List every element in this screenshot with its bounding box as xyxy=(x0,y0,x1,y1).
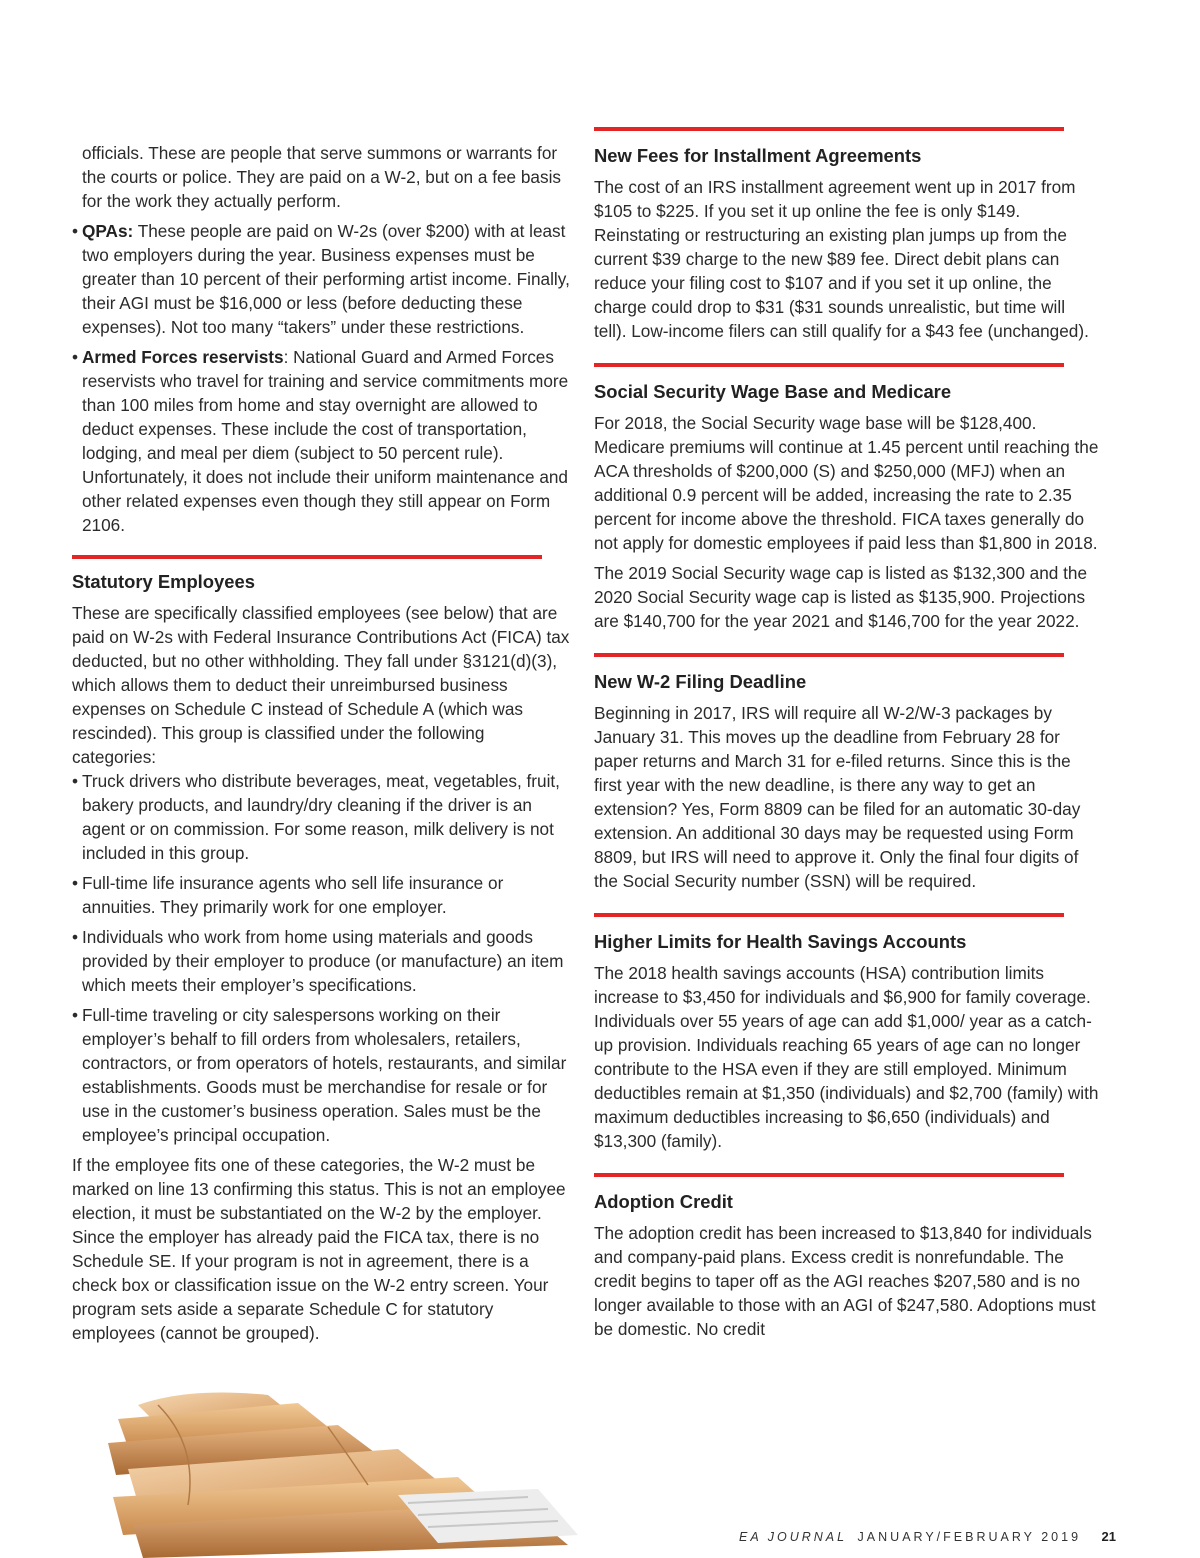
installment-heading: New Fees for Installment Agreements xyxy=(594,145,922,166)
section-divider xyxy=(594,127,1064,131)
section-divider xyxy=(594,913,1064,917)
page-number: 21 xyxy=(1101,1529,1116,1544)
page-footer xyxy=(739,1529,1116,1544)
right-column xyxy=(594,127,1100,1341)
ssa-paragraph-2: The 2019 Social Security wage cap is listed as $132,300 and the 2020 Social Security wage cap is listed as $135,900. Projections are $140,700 for the year 2021 and $146,700 for the year 2022. xyxy=(594,563,1088,631)
issue-date: JANUARY/FEBRUARY 2019 xyxy=(857,1530,1082,1544)
file-folders-image xyxy=(98,1385,588,1558)
w2-body: Beginning in 2017, IRS will require all W-2/W-3 packages by January 31. This moves up the deadline from February 28 for paper returns and March 31 for e-filed returns. Since this is the first year with the new deadline, is there any way to get an extension? Yes, Form 8809 can be filed for an automatic 30-day extension. An additional 30 days may be requested using Form 8809, but IRS will need to approve it. Only the final four digits of the Social Security number (SSN) will be required. xyxy=(594,703,1081,891)
armed-text: : National Guard and Armed Forces reservists who travel for training and service commitments more than 100 miles from home and stay overnight are allowed to deduct expenses. These include the cost of transportation, lodging, and meal per diem (subject to 50 percent rule). Unfortunately, it does not include their uniform maintenance and other related expenses even though they still appear on Form 2106. xyxy=(82,347,569,535)
adoption-heading: Adoption Credit xyxy=(594,1191,733,1212)
adoption-body: The adoption credit has been increased to $13,840 for individuals and company-paid plans. Excess credit is nonrefundable. The credit begins to taper off as the AGI reaches $207,580 and is no longer available to those with an AGI of $247,580. Adoptions must be domestic. No credit xyxy=(594,1223,1096,1339)
statutory-bullet: • Truck drivers who distribute beverages, meat, vegetables, fruit, bakery products, and laundry/dry cleaning if the driver is an agent or on commission. For some reason, milk delivery is not included in this group. xyxy=(72,769,572,865)
journal-name: EA JOURNAL xyxy=(739,1530,848,1544)
continued-paragraph: officials. These are people that serve summons or warrants for the courts or police. They are paid on a W-2, but on a fee basis for the work they actually perform. xyxy=(82,143,561,211)
bullet-armed-forces xyxy=(72,345,572,537)
hsa-heading: Higher Limits for Health Savings Accounts xyxy=(594,931,967,952)
statutory-closing: If the employee fits one of these categories, the W-2 must be marked on line 13 confirming this status. This is not an employee election, it must be substantiated on the W-2 by the employer. Since the employer has already paid the FICA tax, there is no Schedule SE. If your program is not in agreement, there is a check box or classification issue on the W-2 entry screen. Your program sets aside a separate Schedule C for statutory employees (cannot be grouped). xyxy=(72,1155,566,1343)
ssa-paragraph-1: For 2018, the Social Security wage base will be $128,400. Medicare premiums will continue at 1.45 percent until reaching the ACA thresholds of $200,000 (S) and $250,000 (MFJ) when an additional 0.9 percent will be added, increasing the rate to 2.35 percent for income above the threshold. FICA taxes generally do not apply for domestic employees if paid less than $1,800 in 2018. xyxy=(594,413,1099,553)
section-divider xyxy=(72,555,542,559)
installment-body: The cost of an IRS installment agreement went up in 2017 from $105 to $225. If you set it up online the fee is only $149. Reinstating or restructuring an existing plan jumps up from the current $39 charge to the new $89 fee. Direct debit plans can reduce your filing cost to $107 and if you set it up online, the charge could drop to $31 ($31 sounds unrealistic, but time will tell). Low-income filers can still qualify for a $43 fee (unchanged). xyxy=(594,177,1089,341)
bullet-qpa xyxy=(72,219,572,339)
statutory-bullet: • Full-time traveling or city salespersons working on their employer’s behalf to fill orders from wholesalers, retailers, contractors, or from operators of hotels, restaurants, and similar establishments. Goods must be merchandise for resale or for use in the customer’s business operation. Sales must be the employee’s principal occupation. xyxy=(72,1003,572,1147)
left-column xyxy=(72,141,572,1351)
statutory-bullet: • Individuals who work from home using materials and goods provided by their employer to produce (or manufacture) an item which meets their employer’s specifications. xyxy=(72,925,572,997)
w2-heading: New W-2 Filing Deadline xyxy=(594,671,807,692)
statutory-intro: These are specifically classified employees (see below) that are paid on W-2s with Federal Insurance Contributions Act (FICA) tax deducted, but no other withholding. They fall under §3121(d)(3), which allows them to deduct their unreimbursed business expenses on Schedule C instead of Schedule A (which was rescinded). This group is classified under the following categories: xyxy=(72,603,570,767)
section-divider xyxy=(594,1173,1064,1177)
statutory-bullet: • Full-time life insurance agents who sell life insurance or annuities. They primarily work for one employer. xyxy=(72,871,572,919)
hsa-body: The 2018 health savings accounts (HSA) contribution limits increase to $3,450 for individuals and $6,900 for family coverage. Individuals over 55 years of age can add $1,000/ year as a catch-up provision. Individuals reaching 65 years of age can no longer contribute to the HSA even if they are still employed. Minimum deductibles remain at $1,350 (individuals) and $2,700 (family) with maximum deductibles increasing to $6,650 (individuals) and $13,300 (family). xyxy=(594,963,1099,1151)
section-divider xyxy=(594,653,1064,657)
ssa-heading: Social Security Wage Base and Medicare xyxy=(594,381,952,402)
section-divider xyxy=(594,363,1064,367)
qpa-label: QPAs: xyxy=(82,221,134,241)
qpa-text: These people are paid on W-2s (over $200) with at least two employers during the year. Business expenses must be greater than 10 percent of their performing artist income. Finally, their AGI must be $16,000 or less (before deducting these expenses). Not too many “takers” under these restrictions. xyxy=(82,221,570,337)
statutory-heading: Statutory Employees xyxy=(72,571,255,592)
armed-label: Armed Forces reservists xyxy=(82,347,284,367)
